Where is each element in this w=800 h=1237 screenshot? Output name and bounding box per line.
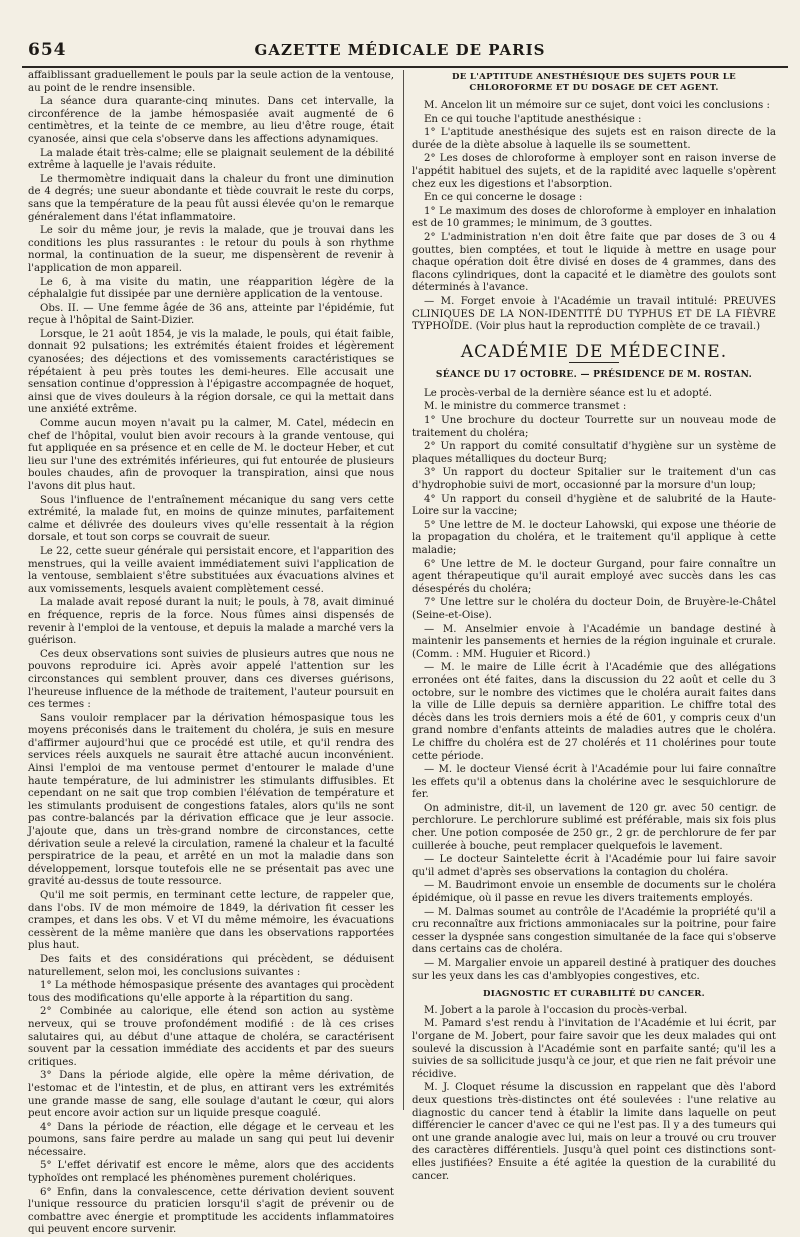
header-rule xyxy=(22,66,788,68)
paragraph: — M. Baudrimont envoie un ensemble de documents sur le choléra épidémique, où il passe en revue les divers traitements employés. xyxy=(412,880,776,905)
left-column xyxy=(28,70,395,1236)
column-divider xyxy=(403,70,404,1110)
paragraph: M. Ancelon lit un mémoire sur ce sujet, dont voici les conclusions : xyxy=(424,100,770,111)
paragraph: — Le docteur Saintelette écrit à l'Académie pour lui faire savoir qu'il admet d'après ses observations la contagion du choléra. xyxy=(412,854,776,878)
paragraph: Sans vouloir remplacer par la dérivation hémospasique tous les moyens préconisés dans le traitement du choléra, je suis en mesure d'affirmer aujourd'hui que ce procédé est utile, et qu'il rendra des services réels auxquels ne saurait être attaché aucun inconvénient. Ainsi l'emploi de ma ventouse permet d'entourer le malade d'une haute température, de lui administrer les stimulants diffusibles. Et cependant on ne sait que trop combien l'élévation de température et les stimulants produisent de congestions fatales, alors qu'ils ne sont pas contre-balancés par la dérivation efficace que je leur associe. J'ajoute que, dans un très-grand nombre de circonstances, cette dérivation seule a relevé la circulation, ramené la chaleur et la faculté perspiratrice de la peau, et arrêté en un mot la maladie dans son développement, lorsque toutefois elle ne se présentait pas avec une gravité au-dessus de toute ressource. xyxy=(28,712,394,888)
paragraph: 5° L'effet dérivatif est encore le même, alors que des accidents typhoïdes ont remplacé les phénomènes purement cholériques. xyxy=(28,1160,394,1185)
paragraph: — M. Anselmier envoie à l'Académie un bandage destiné à maintenir les pansements et hernies de la région inguinale et crurale. (Comm. : MM. Huguier et Ricord.) xyxy=(412,623,776,660)
heading-rule xyxy=(569,362,619,363)
paragraph: En ce qui touche l'aptitude anesthésique : xyxy=(424,113,642,125)
paragraph: Ces deux observations sont suivies de plusieurs autres que nous ne pouvons reproduire ici. Après avoir appelé l'attention sur les circonstances qui semblent prouver, dans ces diverses guérisons, l'heureuse influence de la méthode de traitement, l'auteur poursuit en ces termes : xyxy=(28,648,394,711)
paragraph: En ce qui concerne le dosage : xyxy=(424,192,583,204)
running-title: GAZETTE MÉDICALE DE PARIS xyxy=(254,41,546,59)
paragraph: — M. Margalier envoie un appareil destiné à pratiquer des douches sur les yeux dans les cas d'amblyopies congestives, etc. xyxy=(412,958,776,982)
page-header xyxy=(22,40,778,64)
paragraph: On administre, dit-il, un lavement de 120 gr. avec 50 centigr. de perchlorure. Le perchlorure sublimé est préférable, mais six fois plus cher. Une potion composée de 250 gr., 2 gr. de perchlorure de fer par cuillerée à bouche, peut remplacer quelquefois le lavement. xyxy=(412,802,776,852)
paragraph: Le procès-verbal de la dernière séance est lu et adopté. xyxy=(424,387,712,399)
paragraph: Comme aucun moyen n'avait pu la calmer, M. Catel, médecin en chef de l'hôpital, voulut bien avoir recours à la grande ventouse, qui fut appliquée en sa présence et en celle de M. le docteur Heber, et cut lieu sur l'une des extrémités inférieures, qui fut entourée de plusieurs boules chaudes, afin de provoquer la transpiration, ainsi que nous l'avons dit plus haut. xyxy=(28,418,394,492)
paragraph: M. Pamard s'est rendu à l'invitation de l'Académie et lui écrit, par l'organe de M. Jobert, pour faire savoir que les deux malades qui ont soulevé la discussion à l'Académie sont en parfaite santé; qu'il les a suivies de sa sollicitude jusqu'à ce jour, et que rien ne fait prévoir une récidive. xyxy=(412,1018,776,1080)
paragraph: M. J. Cloquet résume la discussion en rappelant que dès l'abord deux questions très-distinctes ont été soulevées : l'une relative au diagnostic du cancer tend à établir la limite dans laquelle on peut différencier le cancer d'avec ce qui ne l'est pas. Il y a des tumeurs qui ont une grande analogie avec lui, mais on leur a trouvé ou cru trouver des caractères différentiels. Jusqu'à quel point ces distinctions sont-elles justifiées? Ensuite a été agitée la question de la curabilité du cancer. xyxy=(412,1082,776,1182)
paragraph: — M. Forget envoie à l'Académie un travail intitulé: PREUVES CLINIQUES DE LA NON-IDENTITÉ DU TYPHUS ET DE LA FIÈVRE TYPHOÏDE. (Voir plus haut la reproduction complète de ce travail.) xyxy=(412,295,776,333)
paragraph: 2° Un rapport du comité consultatif d'hygiène sur un système de plaques métalliques du docteur Burq; xyxy=(412,441,776,465)
paragraph: Lorsque, le 21 août 1854, je vis la malade, le pouls, qui était faible, donnait 92 pulsations; les extrémités étaient froides et légèrement cyanosées; des déjections et des vomissements caractéristiques se répétaient à peu près toutes les demi-heures. Elle accusait une sensation continue d'oppression à l'épigastre accompagnée de hoquet, ainsi que de vives douleurs à la région dorsale, ce qui la mettait dans une anxiété extrême. xyxy=(28,328,395,416)
paragraph: Le soir du même jour, je revis la malade, que je trouvai dans les conditions les plus rassurantes : le retour du pouls à son rhythme normal, la continuation de la sueur, me dispensèrent de revenir à l'application de mon appareil. xyxy=(28,225,394,274)
paragraph: Le 22, cette sueur générale qui persistait encore, et l'apparition des menstrues, qui la veille avaient immédiatement suivi l'application de la ventouse, semblaient s'être substituées aux évacuations alvines et aux vomissements, lesquels avaient complètement cessé. xyxy=(28,545,394,595)
paragraph: 3° Dans la période algide, elle opère la même dérivation, de l'estomac et de l'intestin, et de plus, en attirant vers les extrémités une grande masse de sang, elle soulage d'autant le cœur, qui alors peut encore avoir action sur un liquide presque coagulé. xyxy=(28,1070,394,1120)
paragraph: Sous l'influence de l'entraînement mécanique du sang vers cette extrémité, la malade fut, en moins de quinze minutes, parfaitement calme et délivrée des douleurs vives qu'elle ressentait à la région dorsale, et tout son corps se couvrait de sueur. xyxy=(28,494,394,544)
paragraph: affaiblissant graduellement le pouls par la seule action de la ventouse, au point de le rendre insensible. xyxy=(28,70,394,94)
paragraph: Obs. II. — Une femme âgée de 36 ans, atteinte par l'épidémie, fut reçue à l'hôpital de Saint-Dizier. xyxy=(28,302,394,327)
paragraph: 6° Enfin, dans la convalescence, cette dérivation devient souvent l'unique ressource du praticien lorsqu'il s'agit de prévenir ou de combattre avec énergie et promptitude les accidents inflammatoires qui peuvent encore survenir. xyxy=(28,1186,394,1236)
paragraph: 1° La méthode hémospasique présente des avantages qui procèdent tous des modifications qu'elle apporte à la répartition du sang. xyxy=(28,980,394,1004)
paragraph: Le 6, à ma visite du matin, une réapparition légère de la céphalalgie fut dissipée par une dernière application de la ventouse. xyxy=(28,276,394,301)
paragraph: 2° L'administration n'en doit être faite que par doses de 3 ou 4 gouttes, bien comptées, et tout le liquide à mettre en usage pour chaque opération doit être divisé en doses de 4 grammes, dans des flacons cylindriques, dont la capacité et le diamètre des goulots sont déterminés à l'avance. xyxy=(412,231,776,294)
paragraph: 2° Combinée au calorique, elle étend son action au système nerveux, qui se trouve profondément modifié : de là ces crises salutaires qui, au début d'une attaque de choléra, se caractérisent souvent par la cessation immédiate des accidents et par des sueurs critiques. xyxy=(28,1006,394,1068)
paragraph: M. Jobert a la parole à l'occasion du procès-verbal. xyxy=(424,1004,688,1016)
paragraph: 7° Une lettre sur le choléra du docteur Doin, de Bruyère-le-Châtel (Seine-et-Oise). xyxy=(412,597,776,621)
academy-heading: ACADÉMIE DE MÉDECINE. xyxy=(460,341,728,362)
paragraph: 4° Un rapport du conseil d'hygiène et de salubrité de la Haute-Loire sur la vaccine; xyxy=(412,493,776,518)
paragraph: — M. Dalmas soumet au contrôle de l'Académie la propriété qu'il a cru reconnaître aux frictions ammoniacales sur la poitrine, pour faire cesser la dyspnée sans congestion simultanée de la face qui s'observe dans certains cas de choléra. xyxy=(412,906,776,956)
paragraph: 5° Une lettre de M. le docteur Lahowski, qui expose une théorie de la propagation du choléra, et le traitement qu'il applique à cette maladie; xyxy=(412,519,776,556)
paragraph: 2° Les doses de chloroforme à employer sont en raison inverse de l'appétit habituel des sujets, et de la rapidité avec laquelle s'opèrent chez eux les digestions et l'absorption. xyxy=(412,153,776,190)
right-column xyxy=(412,70,776,1182)
cancer-section-title: DIAGNOSTIC ET CURABILITÉ DU CANCER. xyxy=(483,989,705,1000)
paragraph: 1° Une brochure du docteur Tourrette sur un nouveau mode de traitement du choléra; xyxy=(412,415,776,439)
paragraph: Qu'il me soit permis, en terminant cette lecture, de rappeler que, dans l'obs. IV de mon mémoire de 1849, la dérivation fit cesser les crampes, et dans les obs. V et VI du même mémoire, les évacuations cessèrent de la même manière que dans les observations rapportées plus haut. xyxy=(28,890,394,952)
paragraph: Le thermomètre indiquait dans la chaleur du front une diminution de 4 degrés; une sueur abondante et tiède couvrait le reste du corps, sans que la température de la peau fût aussi élevée qu'on le remarque généralement dans l'état inflammatoire. xyxy=(28,173,394,223)
paragraph: M. le ministre du commerce transmet : xyxy=(424,401,627,413)
paragraph: — M. le maire de Lille écrit à l'Académie que des allégations erronées ont été faites, dans la discussion du 22 août et celle du 3 octobre, sur le nombre des victimes que le choléra aurait faites dans la ville de Lille depuis sa dernière apparition. Le chiffre total des décès dans les trois derniers mois a été de 601, y compris ceux d'un grand nombre d'enfants atteints de maladies autres que le choléra. Le chiffre du choléra est de 27 cholérés et 11 cholérines pour toute cette période. xyxy=(412,662,776,762)
section-title: DE L'APTITUDE ANESTHÉSIQUE DES SUJETS POUR LE CHLOROFORME ET DU DOSAGE DE CET AGENT. xyxy=(452,72,736,93)
paragraph: La malade avait reposé durant la nuit; le pouls, à 78, avait diminué en fréquence, repris de la force. Nous fûmes ainsi dispensés de revenir à l'emploi de la ventouse, et depuis la malade a marché vers la guérison. xyxy=(28,597,394,647)
page-number: 654 xyxy=(28,40,67,60)
session-line: SÉANCE DU 17 OCTOBRE. — PRÉSIDENCE DE M. ROSTAN. xyxy=(435,370,753,381)
paragraph: La malade était très-calme; elle se plaignait seulement de la débilité extrême à laquelle je l'avais réduite. xyxy=(28,147,394,172)
paragraph: 6° Une lettre de M. le docteur Gurgand, pour faire connaître un agent thérapeutique qu'il aurait employé avec succès dans les cas désespérés du choléra; xyxy=(412,558,776,595)
paragraph: Des faits et des considérations qui précèdent, se déduisent naturellement, selon moi, les conclusions suivantes : xyxy=(28,953,394,978)
paragraph: La séance dura quarante-cinq minutes. Dans cet intervalle, la circonférence de la jambe hémospasiée avait augmenté de 6 centimètres, et la teinte de ce membre, au lieu d'être rouge, était cyanosée, ainsi que cela s'observe dans les affections adynamiques. xyxy=(28,96,394,145)
paragraph: 1° Le maximum des doses de chloroforme à employer en inhalation est de 10 grammes; le minimum, de 3 gouttes. xyxy=(412,205,776,230)
paragraph: 4° Dans la période de réaction, elle dégage et le cerveau et les poumons, sans faire perdre au malade un sang qui peut lui devenir nécessaire. xyxy=(28,1121,394,1158)
paragraph: — M. le docteur Viensé écrit à l'Académie pour lui faire connaître les effets qu'il a obtenus dans la cholérine avec le sesquichlorure de fer. xyxy=(412,764,776,801)
paragraph: 3° Un rapport du docteur Spitalier sur le traitement d'un cas d'hydrophobie suivi de mort, occasionné par la morsure d'un loup; xyxy=(412,467,776,492)
paragraph: 1° L'aptitude anesthésique des sujets est en raison directe de la durée de la diète absolue à laquelle ils se soumettent. xyxy=(412,127,776,151)
